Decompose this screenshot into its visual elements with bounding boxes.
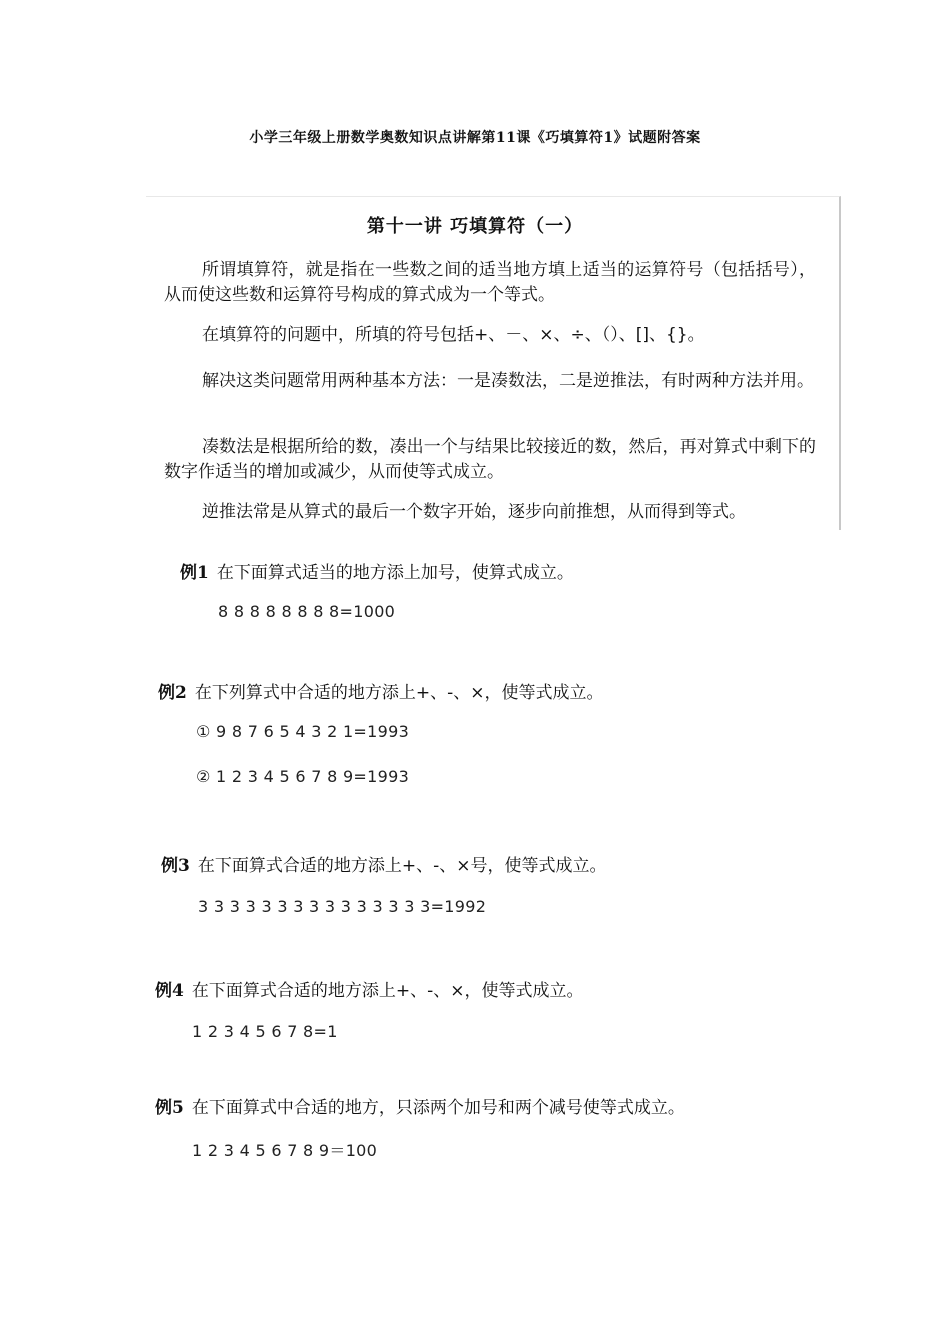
- example-1-equation: 8 8 8 8 8 8 8 8=1000: [218, 602, 396, 621]
- example-label: 例1: [180, 563, 209, 583]
- lecture-paragraph: 逆推法常是从算式的最后一个数字开始，逐步向前推想，从而得到等式。: [202, 502, 746, 522]
- example-2-equation-1: ① 9 8 7 6 5 4 3 2 1=1993: [196, 722, 410, 741]
- example-3-heading: [161, 851, 606, 876]
- example-label: 例4: [155, 981, 184, 1001]
- lecture-paragraph: 在填算符的问题中，所填的符号包括+、－、×、÷、（）、[]、{}。: [202, 325, 705, 345]
- lecture-paragraph: 凑数法是根据所给的数，凑出一个与结果比较接近的数，然后，再对算式中剩下的数字作适当的增加或减少，从而使等式成立。: [164, 437, 816, 482]
- example-1-heading: [180, 558, 574, 583]
- example-2-equation-2: ② 1 2 3 4 5 6 7 8 9=1993: [196, 767, 410, 786]
- example-text: 在下列算式中合适的地方添上+、-、×，使等式成立。: [194, 683, 604, 703]
- example-text: 在下面算式合适的地方添上+、-、×号，使等式成立。: [197, 856, 607, 876]
- example-3-equation: 3 3 3 3 3 3 3 3 3 3 3 3 3 3 3=1992: [198, 897, 487, 916]
- example-text: 在下面算式合适的地方添上+、-、×，使等式成立。: [191, 981, 584, 1001]
- example-label: 例5: [155, 1098, 184, 1118]
- example-label: 例2: [158, 683, 187, 703]
- example-4-equation: 1 2 3 4 5 6 7 8=1: [192, 1022, 338, 1041]
- example-5-heading: [155, 1093, 685, 1118]
- example-text: 在下面算式适当的地方添上加号，使算式成立。: [216, 563, 574, 583]
- example-5-equation: 1 2 3 4 5 6 7 8 9＝100: [192, 1141, 378, 1160]
- example-2-heading: [158, 678, 603, 703]
- lecture-title: 第十一讲 巧填算符（一）: [366, 216, 584, 237]
- example-label: 例3: [161, 856, 190, 876]
- example-4-heading: [155, 976, 583, 1001]
- lecture-paragraph: 解决这类问题常用两种基本方法：一是凑数法，二是逆推法，有时两种方法并用。: [202, 371, 814, 391]
- example-text: 在下面算式中合适的地方，只添两个加号和两个减号使等式成立。: [191, 1098, 685, 1118]
- lecture-paragraph: 所谓填算符，就是指在一些数之间的适当地方填上适当的运算符号（包括括号），从而使这些数和运算符号构成的算式成为一个等式。: [164, 260, 816, 305]
- document-title: 小学三年级上册数学奥数知识点讲解第11课《巧填算符1》试题附答案: [249, 130, 701, 146]
